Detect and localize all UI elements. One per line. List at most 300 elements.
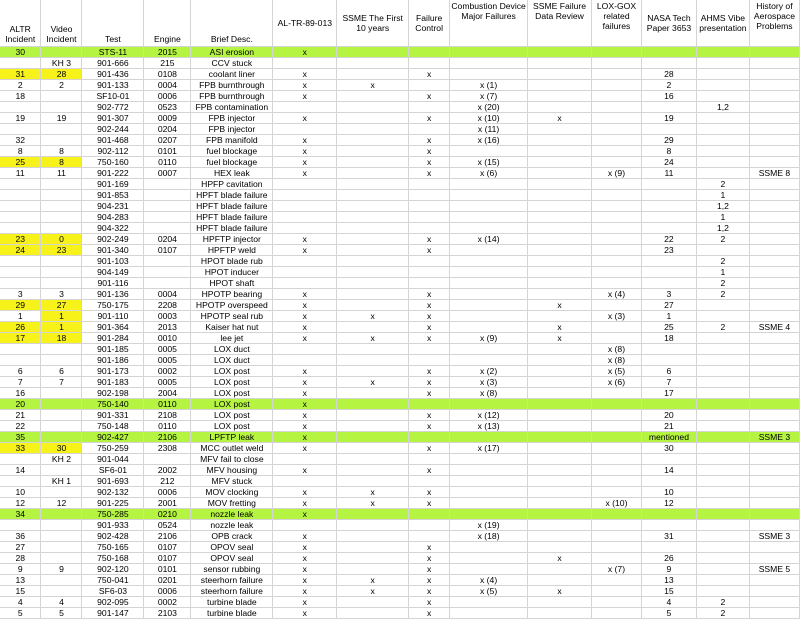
nasa-tech-paper-cell[interactable]: 28 [641,69,696,80]
lox-gox-cell[interactable] [592,223,642,234]
history-aerospace-cell[interactable] [749,91,799,102]
nasa-tech-paper-cell[interactable] [641,179,696,190]
column-header[interactable]: LOX-GOX related failures [592,0,642,47]
failure-control-cell[interactable]: x [409,322,450,333]
engine-cell[interactable]: 2108 [144,410,191,421]
ssme-failure-data-review-cell[interactable] [528,388,592,399]
ssme-first-10-years-cell[interactable] [337,223,409,234]
history-aerospace-cell[interactable] [749,509,799,520]
failure-control-cell[interactable] [409,476,450,487]
ssme-failure-data-review-cell[interactable] [528,410,592,421]
history-aerospace-cell[interactable]: SSME 3 [749,432,799,443]
failure-control-cell[interactable] [409,520,450,531]
ssme-failure-data-review-cell[interactable] [528,168,592,179]
combustion-device-cell[interactable]: x (9) [450,333,528,344]
al-tr-89-013-cell[interactable] [273,278,337,289]
test-cell[interactable]: 750-175 [82,300,144,311]
ssme-first-10-years-cell[interactable] [337,91,409,102]
brief-desc-cell[interactable]: FPB contamination [191,102,273,113]
video-incident-cell[interactable]: 23 [41,245,82,256]
altr-incident-cell[interactable]: 8 [0,146,41,157]
ssme-first-10-years-cell[interactable] [337,388,409,399]
ssme-failure-data-review-cell[interactable] [528,454,592,465]
ahms-vibe-cell[interactable]: 2 [696,322,749,333]
brief-desc-cell[interactable]: HPOT blade rub [191,256,273,267]
engine-cell[interactable]: 0002 [144,597,191,608]
brief-desc-cell[interactable]: steerhorn failure [191,586,273,597]
column-header[interactable]: SSME The First 10 years [337,0,409,47]
video-incident-cell[interactable]: 1 [41,311,82,322]
ahms-vibe-cell[interactable] [696,498,749,509]
video-incident-cell[interactable]: 30 [41,443,82,454]
lox-gox-cell[interactable]: x (8) [592,355,642,366]
ssme-failure-data-review-cell[interactable] [528,520,592,531]
nasa-tech-paper-cell[interactable]: 8 [641,146,696,157]
test-cell[interactable]: 750-041 [82,575,144,586]
engine-cell[interactable]: 215 [144,58,191,69]
engine-cell[interactable]: 0110 [144,157,191,168]
ssme-failure-data-review-cell[interactable] [528,190,592,201]
ahms-vibe-cell[interactable]: 1 [696,212,749,223]
video-incident-cell[interactable]: 1 [41,322,82,333]
al-tr-89-013-cell[interactable] [273,267,337,278]
history-aerospace-cell[interactable] [749,344,799,355]
ssme-first-10-years-cell[interactable]: x [337,377,409,388]
failure-control-cell[interactable] [409,212,450,223]
video-incident-cell[interactable]: 5 [41,608,82,619]
test-cell[interactable]: 902-244 [82,124,144,135]
combustion-device-cell[interactable] [450,476,528,487]
engine-cell[interactable] [144,223,191,234]
lox-gox-cell[interactable]: x (10) [592,498,642,509]
engine-cell[interactable]: 2002 [144,465,191,476]
brief-desc-cell[interactable]: LOX duct [191,344,273,355]
altr-incident-cell[interactable] [0,179,41,190]
failure-control-cell[interactable] [409,344,450,355]
engine-cell[interactable] [144,212,191,223]
engine-cell[interactable]: 0006 [144,586,191,597]
failure-control-cell[interactable]: x [409,135,450,146]
combustion-device-cell[interactable] [450,267,528,278]
ssme-failure-data-review-cell[interactable] [528,157,592,168]
engine-cell[interactable]: 2015 [144,47,191,58]
failure-control-cell[interactable]: x [409,575,450,586]
engine-cell[interactable]: 0010 [144,333,191,344]
ssme-first-10-years-cell[interactable] [337,509,409,520]
al-tr-89-013-cell[interactable]: x [273,69,337,80]
history-aerospace-cell[interactable]: SSME 5 [749,564,799,575]
altr-incident-cell[interactable]: 34 [0,509,41,520]
al-tr-89-013-cell[interactable] [273,201,337,212]
lox-gox-cell[interactable] [592,333,642,344]
al-tr-89-013-cell[interactable]: x [273,421,337,432]
altr-incident-cell[interactable] [0,58,41,69]
engine-cell[interactable]: 0108 [144,69,191,80]
al-tr-89-013-cell[interactable]: x [273,333,337,344]
brief-desc-cell[interactable]: HPOTP seal rub [191,311,273,322]
failure-control-cell[interactable] [409,454,450,465]
brief-desc-cell[interactable]: OPB crack [191,531,273,542]
brief-desc-cell[interactable]: HPOTP bearing [191,289,273,300]
failure-control-cell[interactable] [409,531,450,542]
ahms-vibe-cell[interactable] [696,575,749,586]
nasa-tech-paper-cell[interactable] [641,344,696,355]
ssme-failure-data-review-cell[interactable] [528,344,592,355]
altr-incident-cell[interactable] [0,344,41,355]
combustion-device-cell[interactable] [450,553,528,564]
ssme-failure-data-review-cell[interactable] [528,289,592,300]
engine-cell[interactable]: 0006 [144,487,191,498]
engine-cell[interactable]: 0101 [144,146,191,157]
al-tr-89-013-cell[interactable] [273,102,337,113]
ssme-failure-data-review-cell[interactable] [528,234,592,245]
lox-gox-cell[interactable] [592,476,642,487]
history-aerospace-cell[interactable] [749,575,799,586]
failure-control-cell[interactable]: x [409,91,450,102]
al-tr-89-013-cell[interactable]: x [273,443,337,454]
history-aerospace-cell[interactable] [749,102,799,113]
altr-incident-cell[interactable] [0,454,41,465]
video-incident-cell[interactable] [41,135,82,146]
nasa-tech-paper-cell[interactable]: 29 [641,135,696,146]
ssme-failure-data-review-cell[interactable] [528,366,592,377]
lox-gox-cell[interactable] [592,190,642,201]
test-cell[interactable]: 750-285 [82,509,144,520]
ahms-vibe-cell[interactable] [696,465,749,476]
combustion-device-cell[interactable] [450,608,528,619]
ahms-vibe-cell[interactable] [696,113,749,124]
failure-control-cell[interactable] [409,47,450,58]
lox-gox-cell[interactable] [592,531,642,542]
history-aerospace-cell[interactable] [749,223,799,234]
test-cell[interactable]: 901-044 [82,454,144,465]
brief-desc-cell[interactable]: MOV clocking [191,487,273,498]
history-aerospace-cell[interactable] [749,157,799,168]
nasa-tech-paper-cell[interactable]: 6 [641,366,696,377]
brief-desc-cell[interactable]: MOV fretting [191,498,273,509]
brief-desc-cell[interactable]: steerhorn failure [191,575,273,586]
combustion-device-cell[interactable] [450,58,528,69]
ssme-first-10-years-cell[interactable] [337,124,409,135]
ssme-first-10-years-cell[interactable] [337,58,409,69]
brief-desc-cell[interactable]: OPOV seal [191,553,273,564]
altr-incident-cell[interactable]: 31 [0,69,41,80]
al-tr-89-013-cell[interactable]: x [273,575,337,586]
al-tr-89-013-cell[interactable]: x [273,432,337,443]
lox-gox-cell[interactable] [592,80,642,91]
al-tr-89-013-cell[interactable]: x [273,399,337,410]
combustion-device-cell[interactable] [450,179,528,190]
video-incident-cell[interactable] [41,487,82,498]
combustion-device-cell[interactable]: x (17) [450,443,528,454]
engine-cell[interactable]: 0005 [144,377,191,388]
nasa-tech-paper-cell[interactable] [641,520,696,531]
brief-desc-cell[interactable]: LPFTP leak [191,432,273,443]
video-incident-cell[interactable]: 19 [41,113,82,124]
history-aerospace-cell[interactable] [749,608,799,619]
combustion-device-cell[interactable] [450,146,528,157]
failure-control-cell[interactable] [409,58,450,69]
combustion-device-cell[interactable]: x (16) [450,135,528,146]
al-tr-89-013-cell[interactable]: x [273,366,337,377]
combustion-device-cell[interactable] [450,289,528,300]
ahms-vibe-cell[interactable] [696,146,749,157]
ssme-first-10-years-cell[interactable] [337,344,409,355]
ahms-vibe-cell[interactable] [696,344,749,355]
engine-cell[interactable]: 2308 [144,443,191,454]
ssme-failure-data-review-cell[interactable] [528,608,592,619]
combustion-device-cell[interactable] [450,278,528,289]
nasa-tech-paper-cell[interactable] [641,124,696,135]
lox-gox-cell[interactable] [592,91,642,102]
test-cell[interactable]: 901-103 [82,256,144,267]
ssme-first-10-years-cell[interactable] [337,443,409,454]
combustion-device-cell[interactable] [450,498,528,509]
ahms-vibe-cell[interactable] [696,245,749,256]
combustion-device-cell[interactable] [450,201,528,212]
ssme-first-10-years-cell[interactable] [337,476,409,487]
history-aerospace-cell[interactable]: SSME 3 [749,531,799,542]
history-aerospace-cell[interactable] [749,47,799,58]
lox-gox-cell[interactable]: x (9) [592,168,642,179]
ahms-vibe-cell[interactable]: 1 [696,190,749,201]
combustion-device-cell[interactable]: x (20) [450,102,528,113]
ssme-failure-data-review-cell[interactable] [528,201,592,212]
al-tr-89-013-cell[interactable]: x [273,542,337,553]
combustion-device-cell[interactable]: x (7) [450,91,528,102]
failure-control-cell[interactable]: x [409,421,450,432]
video-incident-cell[interactable] [41,179,82,190]
history-aerospace-cell[interactable] [749,410,799,421]
ahms-vibe-cell[interactable] [696,333,749,344]
ssme-failure-data-review-cell[interactable] [528,102,592,113]
brief-desc-cell[interactable]: FPB injector [191,113,273,124]
lox-gox-cell[interactable] [592,58,642,69]
al-tr-89-013-cell[interactable]: x [273,388,337,399]
combustion-device-cell[interactable]: x (13) [450,421,528,432]
history-aerospace-cell[interactable] [749,366,799,377]
history-aerospace-cell[interactable] [749,113,799,124]
ssme-first-10-years-cell[interactable] [337,47,409,58]
brief-desc-cell[interactable]: HPFTP injector [191,234,273,245]
lox-gox-cell[interactable] [592,300,642,311]
ssme-first-10-years-cell[interactable] [337,553,409,564]
combustion-device-cell[interactable] [450,245,528,256]
ahms-vibe-cell[interactable] [696,399,749,410]
al-tr-89-013-cell[interactable] [273,520,337,531]
al-tr-89-013-cell[interactable]: x [273,91,337,102]
al-tr-89-013-cell[interactable]: x [273,531,337,542]
history-aerospace-cell[interactable] [749,333,799,344]
lox-gox-cell[interactable] [592,322,642,333]
engine-cell[interactable]: 0204 [144,234,191,245]
video-incident-cell[interactable] [41,531,82,542]
ssme-first-10-years-cell[interactable] [337,102,409,113]
brief-desc-cell[interactable]: FPB manifold [191,135,273,146]
al-tr-89-013-cell[interactable]: x [273,487,337,498]
failure-control-cell[interactable]: x [409,586,450,597]
brief-desc-cell[interactable]: FPB burnthrough [191,80,273,91]
altr-incident-cell[interactable]: 5 [0,608,41,619]
video-incident-cell[interactable]: 8 [41,157,82,168]
failure-control-cell[interactable] [409,509,450,520]
ahms-vibe-cell[interactable] [696,487,749,498]
al-tr-89-013-cell[interactable]: x [273,564,337,575]
lox-gox-cell[interactable] [592,454,642,465]
ssme-first-10-years-cell[interactable] [337,212,409,223]
test-cell[interactable]: SF6-01 [82,465,144,476]
ssme-failure-data-review-cell[interactable]: x [528,553,592,564]
ahms-vibe-cell[interactable] [696,135,749,146]
test-cell[interactable]: 901-147 [82,608,144,619]
failure-control-cell[interactable]: x [409,608,450,619]
ssme-first-10-years-cell[interactable]: x [337,80,409,91]
lox-gox-cell[interactable] [592,399,642,410]
nasa-tech-paper-cell[interactable] [641,476,696,487]
test-cell[interactable]: 901-169 [82,179,144,190]
video-incident-cell[interactable] [41,586,82,597]
combustion-device-cell[interactable] [450,69,528,80]
combustion-device-cell[interactable]: x (19) [450,520,528,531]
nasa-tech-paper-cell[interactable]: 19 [641,113,696,124]
failure-control-cell[interactable]: x [409,168,450,179]
video-incident-cell[interactable] [41,520,82,531]
engine-cell[interactable] [144,454,191,465]
altr-incident-cell[interactable]: 9 [0,564,41,575]
altr-incident-cell[interactable] [0,223,41,234]
brief-desc-cell[interactable]: nozzle leak [191,509,273,520]
altr-incident-cell[interactable]: 26 [0,322,41,333]
ahms-vibe-cell[interactable]: 2 [696,234,749,245]
engine-cell[interactable]: 0107 [144,542,191,553]
nasa-tech-paper-cell[interactable]: 7 [641,377,696,388]
combustion-device-cell[interactable]: x (6) [450,168,528,179]
ssme-failure-data-review-cell[interactable] [528,443,592,454]
altr-incident-cell[interactable]: 20 [0,399,41,410]
brief-desc-cell[interactable]: LOX post [191,366,273,377]
video-incident-cell[interactable] [41,278,82,289]
altr-incident-cell[interactable] [0,124,41,135]
nasa-tech-paper-cell[interactable] [641,542,696,553]
ssme-first-10-years-cell[interactable] [337,168,409,179]
ssme-first-10-years-cell[interactable] [337,421,409,432]
test-cell[interactable]: 901-340 [82,245,144,256]
engine-cell[interactable]: 0107 [144,553,191,564]
brief-desc-cell[interactable]: MFV stuck [191,476,273,487]
failure-control-cell[interactable]: x [409,553,450,564]
test-cell[interactable]: 750-165 [82,542,144,553]
test-cell[interactable]: 901-186 [82,355,144,366]
failure-control-cell[interactable]: x [409,300,450,311]
ssme-failure-data-review-cell[interactable] [528,91,592,102]
altr-incident-cell[interactable] [0,190,41,201]
video-incident-cell[interactable] [41,212,82,223]
video-incident-cell[interactable] [41,388,82,399]
altr-incident-cell[interactable]: 36 [0,531,41,542]
brief-desc-cell[interactable]: HPOTP overspeed [191,300,273,311]
test-cell[interactable]: 902-772 [82,102,144,113]
nasa-tech-paper-cell[interactable]: 12 [641,498,696,509]
nasa-tech-paper-cell[interactable]: 23 [641,245,696,256]
al-tr-89-013-cell[interactable] [273,190,337,201]
lox-gox-cell[interactable]: x (6) [592,377,642,388]
al-tr-89-013-cell[interactable]: x [273,377,337,388]
video-incident-cell[interactable] [41,102,82,113]
test-cell[interactable]: 902-428 [82,531,144,542]
engine-cell[interactable] [144,256,191,267]
lox-gox-cell[interactable] [592,542,642,553]
altr-incident-cell[interactable] [0,267,41,278]
altr-incident-cell[interactable]: 27 [0,542,41,553]
column-header[interactable]: Failure Control [409,0,450,47]
al-tr-89-013-cell[interactable] [273,256,337,267]
brief-desc-cell[interactable]: FPB burnthrough [191,91,273,102]
ahms-vibe-cell[interactable] [696,520,749,531]
test-cell[interactable]: 750-168 [82,553,144,564]
altr-incident-cell[interactable]: 7 [0,377,41,388]
brief-desc-cell[interactable]: HPFT blade failure [191,212,273,223]
al-tr-89-013-cell[interactable]: x [273,586,337,597]
video-incident-cell[interactable]: KH 3 [41,58,82,69]
ssme-first-10-years-cell[interactable] [337,300,409,311]
history-aerospace-cell[interactable] [749,388,799,399]
engine-cell[interactable]: 0004 [144,289,191,300]
history-aerospace-cell[interactable] [749,553,799,564]
lox-gox-cell[interactable] [592,245,642,256]
failure-control-cell[interactable]: x [409,498,450,509]
lox-gox-cell[interactable] [592,278,642,289]
test-cell[interactable]: SF6-03 [82,586,144,597]
history-aerospace-cell[interactable] [749,278,799,289]
nasa-tech-paper-cell[interactable]: 20 [641,410,696,421]
combustion-device-cell[interactable]: x (1) [450,80,528,91]
altr-incident-cell[interactable]: 30 [0,47,41,58]
ahms-vibe-cell[interactable] [696,509,749,520]
ahms-vibe-cell[interactable] [696,421,749,432]
brief-desc-cell[interactable]: LOX post [191,410,273,421]
altr-incident-cell[interactable] [0,476,41,487]
altr-incident-cell[interactable] [0,256,41,267]
test-cell[interactable]: 902-112 [82,146,144,157]
test-cell[interactable]: 901-110 [82,311,144,322]
video-incident-cell[interactable]: 9 [41,564,82,575]
video-incident-cell[interactable]: 18 [41,333,82,344]
failure-control-cell[interactable] [409,278,450,289]
engine-cell[interactable]: 2001 [144,498,191,509]
failure-control-cell[interactable]: x [409,157,450,168]
combustion-device-cell[interactable] [450,190,528,201]
engine-cell[interactable]: 0523 [144,102,191,113]
ahms-vibe-cell[interactable] [696,454,749,465]
al-tr-89-013-cell[interactable]: x [273,157,337,168]
nasa-tech-paper-cell[interactable]: 14 [641,465,696,476]
failure-control-cell[interactable]: x [409,113,450,124]
engine-cell[interactable] [144,179,191,190]
ssme-first-10-years-cell[interactable] [337,256,409,267]
al-tr-89-013-cell[interactable]: x [273,553,337,564]
engine-cell[interactable]: 2208 [144,300,191,311]
altr-incident-cell[interactable]: 35 [0,432,41,443]
ssme-failure-data-review-cell[interactable] [528,267,592,278]
history-aerospace-cell[interactable] [749,58,799,69]
nasa-tech-paper-cell[interactable] [641,267,696,278]
ahms-vibe-cell[interactable]: 2 [696,608,749,619]
ssme-failure-data-review-cell[interactable] [528,399,592,410]
nasa-tech-paper-cell[interactable] [641,223,696,234]
ssme-failure-data-review-cell[interactable] [528,245,592,256]
column-header[interactable]: AHMS Vibe presentation [696,0,749,47]
history-aerospace-cell[interactable] [749,377,799,388]
